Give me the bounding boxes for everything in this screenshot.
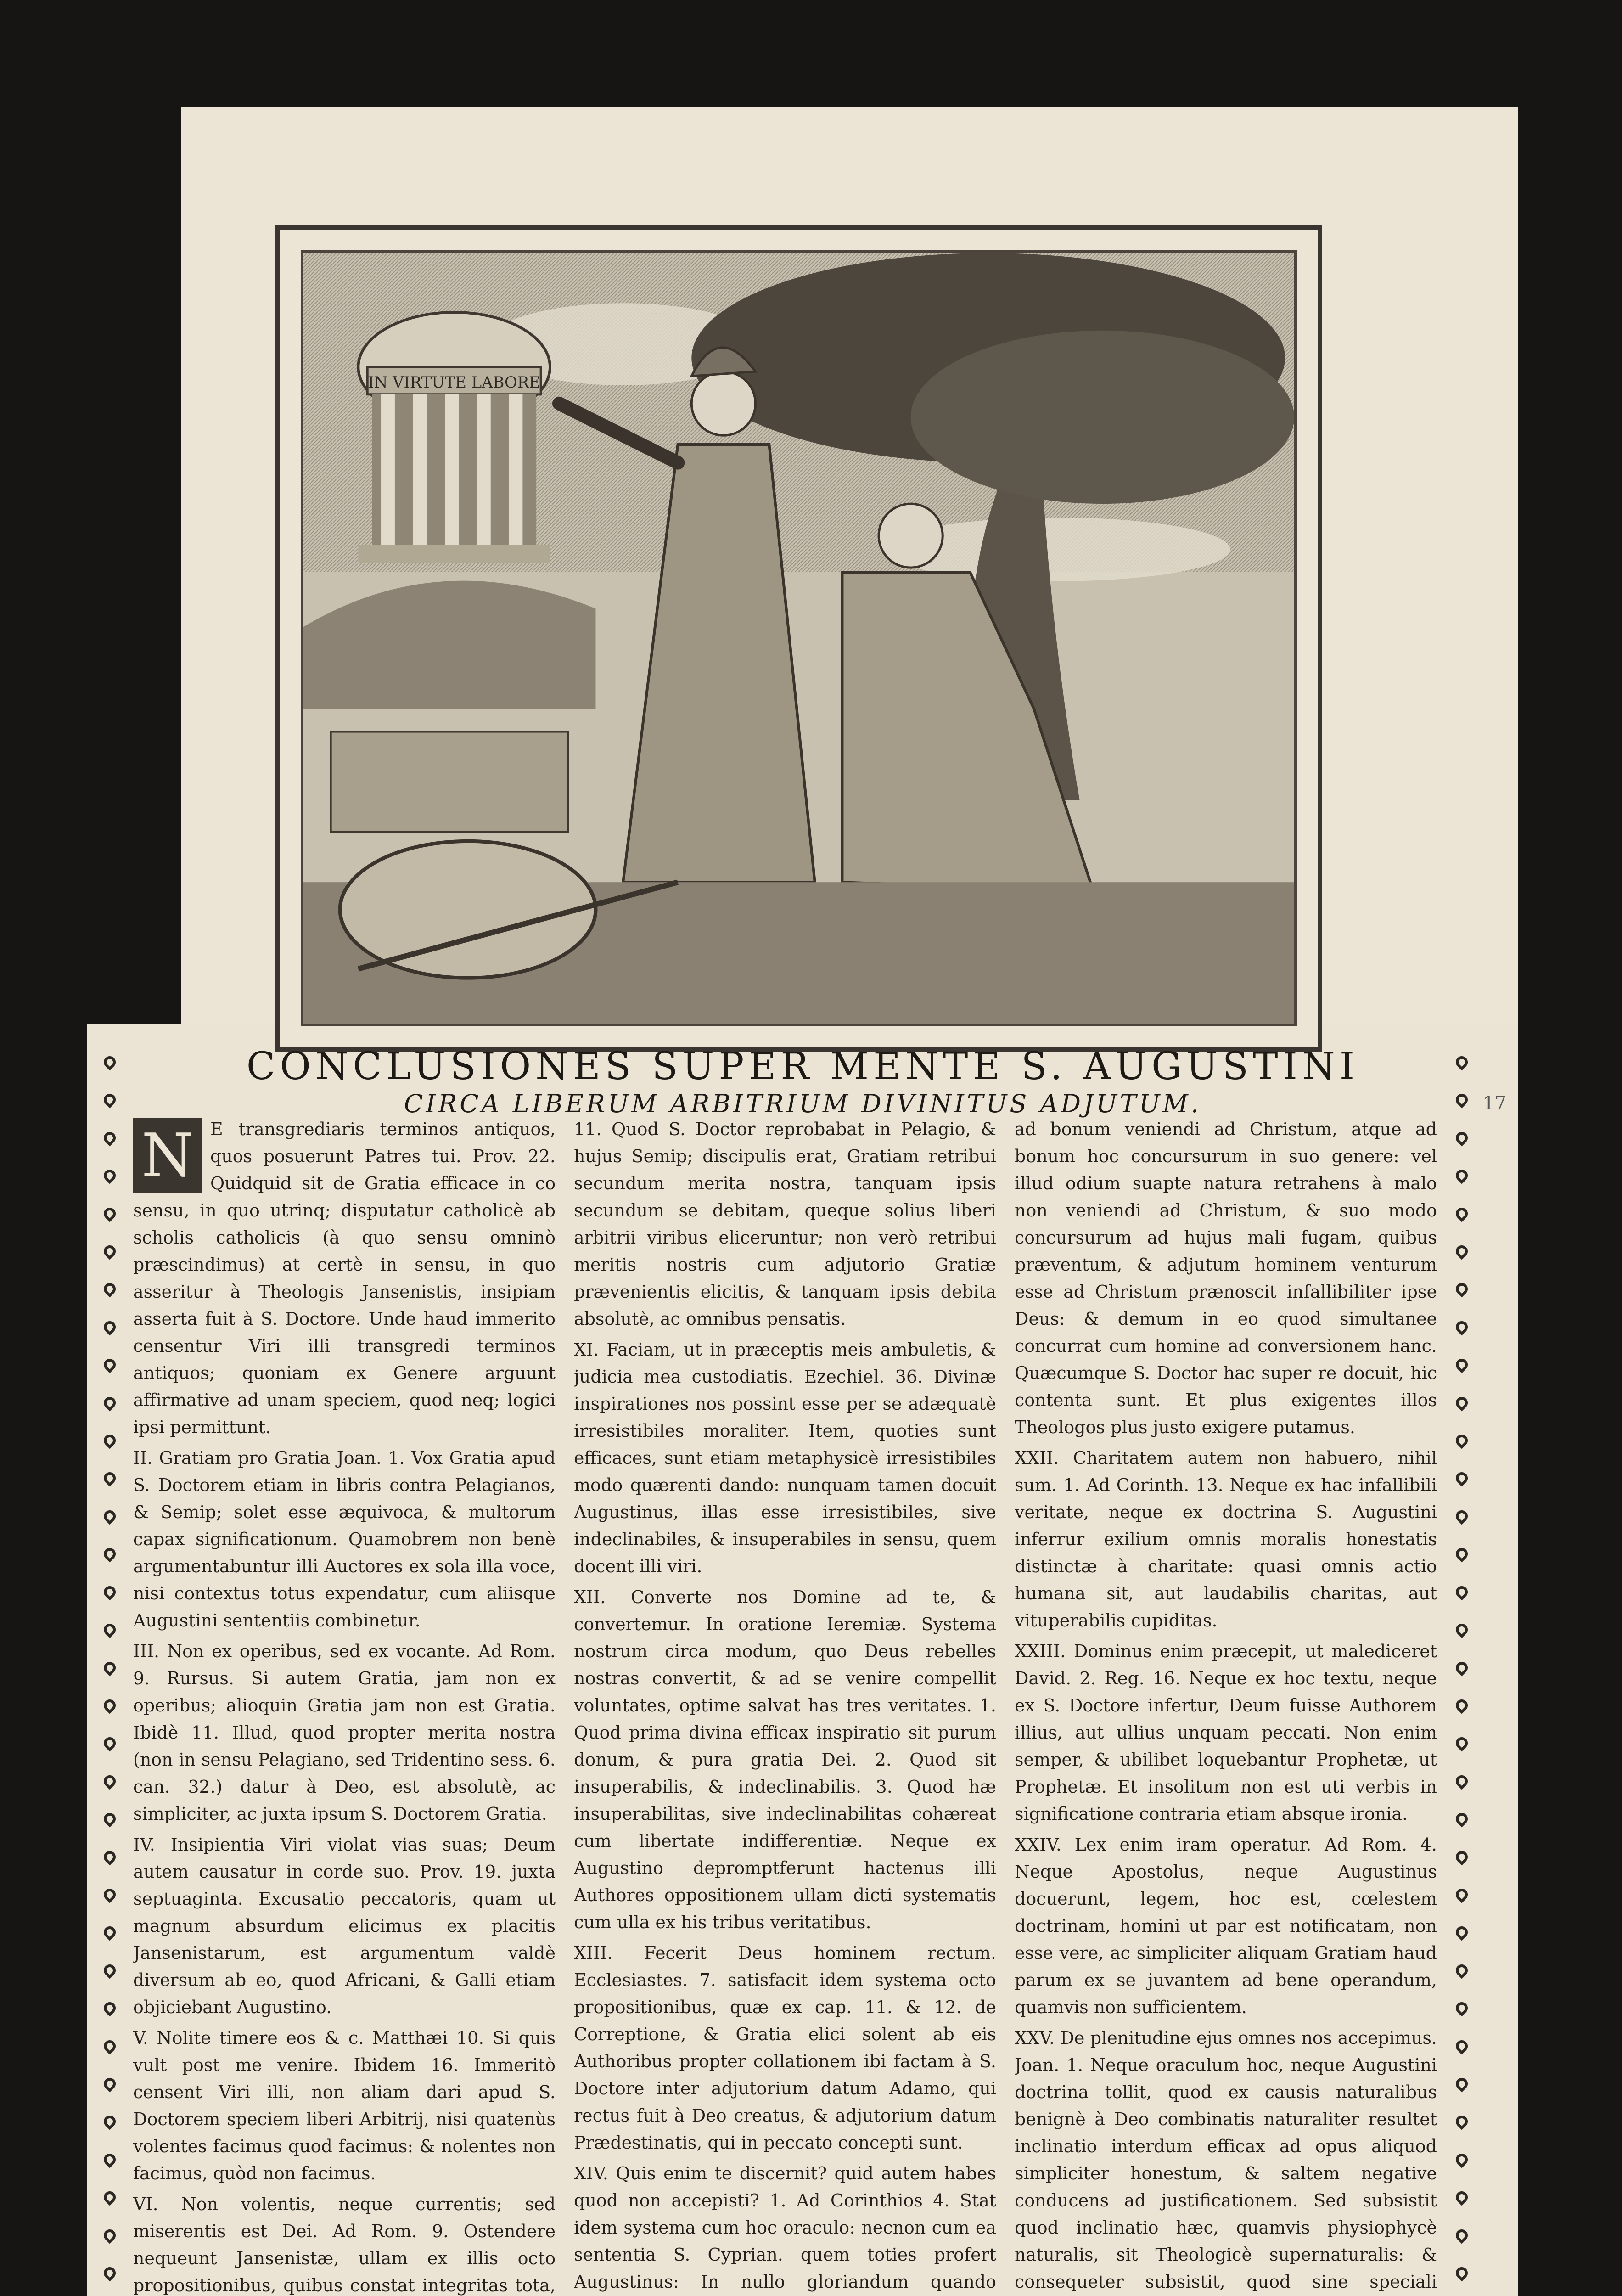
thesis-paragraph	[574, 1584, 996, 1936]
thesis-text: XII. Converte nos Domine ad te, & convertemur. In oratione Ieremiæ. Systema nostrum circa modum, quo Deus rebelles nostras convertit, & ad se venire compellit voluntates, optime salvat has tres veritates. 1. Quod prima divina efficax inspiratio sit purum donum, & pura gratia Dei. 2. Quod sit insuperabilis, & indeclinabilis. 3. Quod hæ insuperabilitas, sive indeclinabilitas cohæreat cum libertate indifferentiæ. Neque ex Augustino depromptferunt hactenus illi Authores oppositionem ullam dicti systematis cum ulla ex his tribus veritatibus.	[574, 1587, 996, 1932]
thesis-text: V. Nolite timere eos & c. Matthæi 10. Si quis vult post me venire. Ibidem 16. Immeritò censent Viri illi, non aliam dari apud S. Doctorem speciem liberi Arbitrij, nisi quatenùs volentes facimus quod facimus: & nolentes non facimus, quòd non facimus.	[133, 2028, 556, 2183]
thesis-text: XXIV. Lex enim iram operatur. Ad Rom. 4. Neque Apostolus, neque Augustinus docuerunt, legem, hoc est, cœlestem doctrinam, homini ut par est notificatam, non esse vere, ac simpliciter aliquam Gratiam haud parum ex se juvantem ad bene operandum, quamvis non sufficientem.	[1015, 1835, 1437, 2017]
text-column-1	[133, 1116, 556, 2296]
thesis-text: II. Gratiam pro Gratia Joan. 1. Vox Gratia apud S. Doctorem etiam in libris contra Pelagianos, & Semip; solet esse æquivoca, & multorum capax significationum. Quamobrem non benè argumentabuntur illi Auctores ex sola illa voce, nisi contextus totus expendatur, cum aliisque Augustini sententiis combinetur.	[133, 1448, 556, 1631]
thesis-text: ad bonum veniendi ad Christum, atque ad bonum hoc concursurum in suo genere: vel illud odium suapte natura retrahens à malo non veniendi ad Christum, & suo modo concursurum ad hujus mali fugam, quibus præventum, & adjutum hominem venturum esse ad Christum prænoscit infallibiliter ipse Deus: & demum in eo quod simultanee concurrat cum homine ad conversionem hanc. Quæcumque S. Doctor hac super re docuit, hic contenta sunt. Et plus exigentes illos Theologos plus justo exigere putamus.	[1015, 1119, 1437, 1437]
text-column-3	[1015, 1116, 1437, 2296]
theses-text	[133, 1116, 1437, 2296]
temple	[358, 312, 550, 563]
thesis-paragraph	[133, 2191, 556, 2296]
thesis-paragraph	[133, 1445, 556, 1634]
decorated-initial: N	[133, 1118, 202, 1193]
thesis-paragraph	[133, 1831, 556, 2021]
page-subtitle: CIRCA LIBERUM ARBITRIUM DIVINITUS ADJUTUM.	[404, 1089, 1201, 1118]
thesis-paragraph	[574, 1336, 996, 1580]
allegorical-engraving-illustration	[303, 253, 1294, 1024]
ornamental-border-right	[1451, 1056, 1473, 2296]
thesis-text: IV. Insipientia Viri violat vias suas; Deum autem causatur in corde suo. Prov. 19. juxta septuaginta. Excusatio peccatoris, quam ut magnum absurdum elicimus ex placitis Jansenistarum, est argumentum valdè diversum ab eo, quod Africani, & Galli etiam objiciebant Augustino.	[133, 1835, 556, 2017]
thesis-paragraph	[574, 1940, 996, 2156]
shield	[340, 841, 596, 978]
ornamental-border-left	[99, 1056, 121, 2296]
thesis-paragraph	[1015, 1116, 1437, 1441]
thesis-paragraph	[133, 1116, 556, 1441]
thesis-text: XXII. Charitatem autem non habuero, nihil sum. 1. Ad Corinth. 13. Neque ex hac infallibili veritate, neque ex doctrina S. Augustini inferrur exilium omnis moralis honestatis distinctæ à charitate: quasi omnis actio humana sit, aut laudabilis charitas, aut vituperabilis cupiditas.	[1015, 1448, 1437, 1631]
side-number: 17	[1483, 1093, 1506, 1114]
text-column-2	[574, 1116, 996, 2296]
page-title: CONCLUSIONES SUPER MENTE S. AUGUSTINI	[246, 1045, 1359, 1088]
thesis-paragraph	[574, 2160, 996, 2296]
thesis-text: E transgrediaris terminos antiquos, quos posuerunt Patres tui. Prov. 22. Quidquid sit de Gratia efficace in co sensu, in quo utrinq; disputatur catholicè ab scholis catholicis (à quo sensu omninò præscindimus) at certè in sensu, in quo asseritur à Theologis Jansenistis, insipiam asserta fuit à S. Doctore. Unde haud immerito censentur Viri illi transgredi terminos antiquos; quoniam ex Genere arguunt affirmative ad unam speciem, quod neq; logici ipsi permittunt.	[133, 1119, 556, 1437]
thesis-text: VI. Non volentis, neque currentis; sed miserentis est Dei. Ad Rom. 9. Ostendere nequeunt Jansenistæ, ullam ex illis octo propositionibus, quibus constat integritas tota,	[133, 2194, 556, 2296]
thesis-text: XIV. Quis enim te discernit? quid autem habes quod non accepisti? 1. Ad Corinthios 4. Stat idem systema cum hoc oraculo: necnon cum ea sententia S. Cyprian. quem toties profert Augustinus: In nullo gloriandum quando	[574, 2163, 996, 2292]
thesis-text: XXIII. Dominus enim præcepit, ut malediceret David. 2. Reg. 16. Neque ex hoc textu, neque ex S. Doctore infertur, Deum fuisse Authorem illius, aut ullius unquam peccati. Non enim semper, & ubilibet loquebantur Prophetæ, ut Prophetæ. Et insolitum non est uti verbis in significatione contraria etiam absque ironia.	[1015, 1641, 1437, 1824]
thesis-paragraph	[1015, 1445, 1437, 1634]
engraving-image	[301, 250, 1297, 1026]
thesis-text: 11. Quod S. Doctor reprobabat in Pelagio, & hujus Semip; discipulis erat, Gratiam retribui secundum merita nostra, tanquam ipsis secundum se debitam, queque solius liberi arbitrii viribus eliceruntur; non verò retribui meritis nostris cum adjutorio Gratiæ prævenientis elicitis, & tanquam ipsis debita absolutè, ac omnibus pensatis.	[574, 1119, 996, 1329]
thesis-paragraph	[133, 2025, 556, 2187]
thesis-text: XI. Faciam, ut in præceptis meis ambuletis, & judicia mea custodiatis. Ezechiel. 36. Divinæ inspirationes nos possint esse per se adæquatè irresistibiles moraliter. Item, quoties sunt efficaces, sunt etiam metaphysicè irresistibiles modo quærenti dando: nunquam tamen docuit Augustinus, illas esse irresistibiles, sive indeclinabiles, & insuperabiles in sensu, quem docent illi viri.	[574, 1339, 996, 1576]
thesis-text: XXV. De plenitudine ejus omnes nos accepimus. Joan. 1. Neque oraculum hoc, neque Augustini doctrina tollit, quod ex causis naturalibus benignè à Deo combinatis naturaliter resultet inclinatio interdum efficax ad opus aliquod simpliciter honestum, & saltem negative conducens ad justificationem. Sed subsistit quod inclinatio hæc, quamvis physiophycè naturalis, sit Theologicè supernaturalis: & consequeter subsistit, quod sine speciali	[1015, 2028, 1437, 2292]
thesis-paragraph	[133, 1638, 556, 1828]
thesis-paragraph	[574, 1116, 996, 1333]
thesis-text: XIII. Fecerit Deus hominem rectum. Ecclesiastes. 7. satisfacit idem systema octo propositionibus, quæ ex cap. 11. & 12. de Correptione, & Gratia elici solent ab eis Authoribus propter collationem ibi factam à S. Doctore inter adjutorium datum Adamo, qui rectus fuit à Deo creatus, & adjutorium datum Prædestinatis, qui in peccato concepti sunt.	[574, 1943, 996, 2153]
thesis-paragraph	[1015, 1831, 1437, 2021]
temple-inscription: IN VIRTUTE LABORE	[368, 373, 540, 391]
thesis-text: III. Non ex operibus, sed ex vocante. Ad Rom. 9. Rursus. Si autem Gratia, jam non ex operibus; alioquin Gratia jam non est Gratia. Ibidè 11. Illud, quod propter merita nostra (non in sensu Pelagiano, sed Tridentino sess. 6. can. 32.) datur à Deo, est absolutè, ac simpliciter, ac juxta ipsum S. Doctorem Gratia.	[133, 1641, 556, 1824]
thesis-paragraph	[1015, 2025, 1437, 2296]
thesis-paragraph	[1015, 1638, 1437, 1828]
